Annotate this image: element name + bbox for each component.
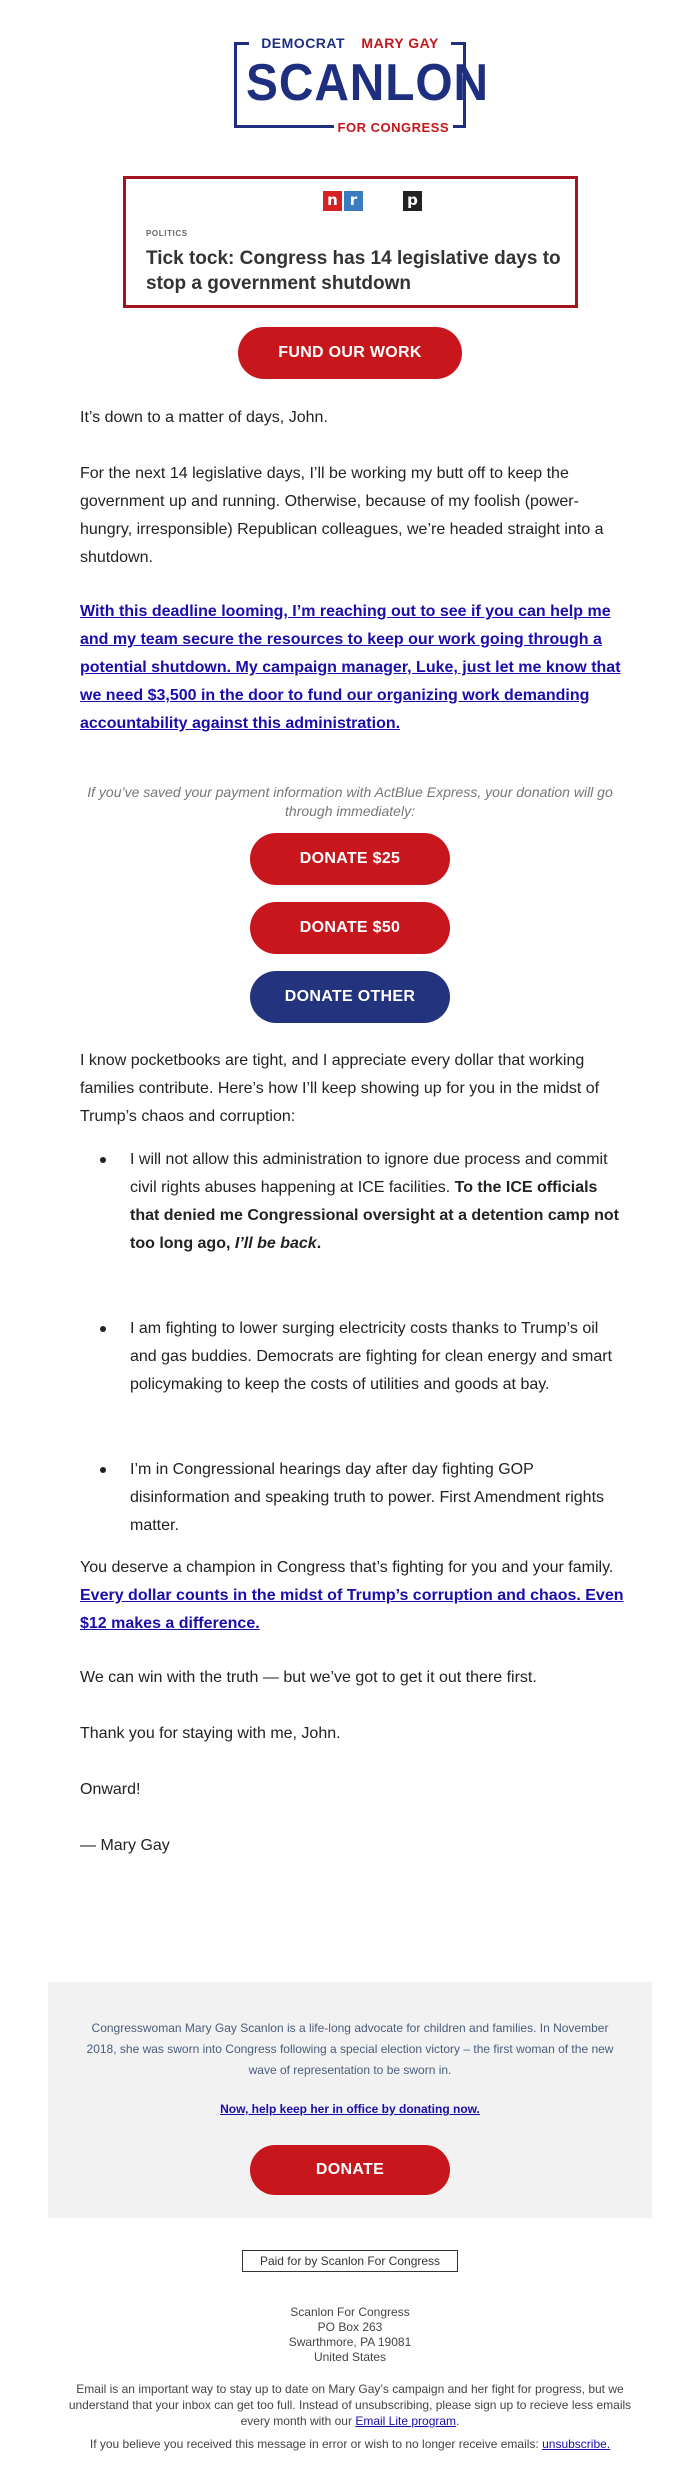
bullet-ice-text: I will not allow this administration to ignore due process and commit civil rights abuses happening at ICE facilities. <box>130 1151 608 1196</box>
donate-25-button[interactable]: DONATE $25 <box>250 833 450 885</box>
bullet-hearings-text: I’m in Congressional hearings day after day fighting GOP disinformation and speaking truth to power. First Amendment rights matter. <box>130 1461 605 1534</box>
logo-for-congress: FOR CONGRESS <box>334 120 453 135</box>
footer-cta-link[interactable]: Now, help keep her in office by donating now. <box>220 2102 480 2116</box>
pocketbooks-paragraph: I know pocketbooks are tight, and I appreciate every dollar that working families contribute. Here’s how I’ll keep showing up for you in the midst of Trump’s chaos and corruption: <box>80 1052 600 1125</box>
logo-mary-gay: MARY GAY <box>355 35 444 51</box>
bullet-electricity <box>100 1315 625 1399</box>
bullet-dot-icon <box>100 1326 106 1332</box>
news-card[interactable] <box>123 176 578 308</box>
bullet-ice-italic: I’ll be back <box>234 1235 317 1252</box>
email-lite-text: Email is an important way to stay up to date on Mary Gay’s campaign and her fight for progress, but we understand that your inbox can get too full. Instead of unsubscribing, please sign up to recieve less emails every month with our <box>68 2382 632 2428</box>
intro-paragraph: It’s down to a matter of days, John. <box>80 409 328 426</box>
shutdown-paragraph: For the next 14 legislative days, I’ll be working my butt off to keep the government up and running. Otherwise, because of my foolish (power-hungry, irresponsible) Republican colleagues, we’re headed straight into a shutdown. <box>80 465 604 566</box>
logo-name: SCANLON <box>246 54 490 112</box>
news-category: POLITICS <box>146 229 188 238</box>
every-dollar-link[interactable]: Every dollar counts in the midst of Trump’s corruption and chaos. Even $12 makes a difference. <box>80 1587 624 1632</box>
paid-for-box: Paid for by Scanlon For Congress <box>242 2250 458 2272</box>
signature: — Mary Gay <box>80 1837 170 1854</box>
logo-democrat: DEMOCRAT <box>255 35 351 51</box>
footer-bio-box <box>48 1982 652 2218</box>
actblue-express-note: If you’ve saved your payment information with ActBlue Express, your donation will go through immediately: <box>87 784 613 819</box>
news-headline[interactable]: Tick tock: Congress has 14 legislative days to stop a government shutdown <box>146 248 561 294</box>
thank-you-paragraph: Thank you for staying with me, John. <box>80 1725 341 1742</box>
donation-ask-link[interactable]: With this deadline looming, I’m reaching out to see if you can help me and my team secure the resources to keep our work going through a potential shutdown. My campaign manager, Luke, just let me know that we need $3,500 in the door to fund our organizing work demanding accountability against this administration. <box>80 603 621 732</box>
donate-other-button[interactable]: DONATE OTHER <box>250 971 450 1023</box>
champion-text: You deserve a champion in Congress that’s fighting for you and your family. <box>80 1559 614 1576</box>
bullet-dot-icon <box>100 1157 106 1163</box>
address-line: United States <box>313 2350 387 2364</box>
mailing-address <box>0 2305 700 2365</box>
bullet-ice <box>100 1146 625 1258</box>
unsubscribe-link[interactable]: unsubscribe. <box>542 2437 611 2451</box>
footer-donate-button[interactable]: DONATE <box>250 2145 450 2195</box>
truth-paragraph: We can win with the truth — but we’ve got to get it out there first. <box>80 1669 537 1686</box>
campaign-logo <box>0 35 700 135</box>
email-lite-end: . <box>456 2414 460 2428</box>
logo-top-line <box>237 35 463 53</box>
unsubscribe-text: If you believe you received this message in error or wish to no longer receive emails: <box>89 2437 539 2451</box>
npr-logo-icon: n p r <box>323 191 363 211</box>
footer-bio: Congresswoman Mary Gay Scanlon is a life-long advocate for children and families. In November 2018, she was sworn into Congress following a special election victory – the first woman of the new wave of representation to be sworn in. <box>86 2021 614 2077</box>
email-lite-link[interactable]: Email Lite program <box>355 2414 457 2428</box>
email-lite-note <box>55 2381 645 2429</box>
bullet-ice-end: . <box>316 1235 322 1252</box>
bullet-dot-icon <box>100 1467 106 1473</box>
address-line: Swarthmore, PA 19081 <box>288 2335 412 2349</box>
unsubscribe-note <box>55 2436 645 2452</box>
address-line: PO Box 263 <box>317 2320 383 2334</box>
bullet-electricity-text: I am fighting to lower surging electricity costs thanks to Trump’s oil and gas buddies. Democrats are fighting for clean energy and smart policymaking to keep the costs of utilities and goods at bay. <box>130 1320 613 1393</box>
champion-paragraph <box>80 1554 625 1638</box>
bullet-hearings <box>100 1456 625 1540</box>
fund-our-work-button[interactable]: FUND OUR WORK <box>238 327 462 379</box>
address-line: Scanlon For Congress <box>290 2305 410 2319</box>
donate-50-button[interactable]: DONATE $50 <box>250 902 450 954</box>
onward-paragraph: Onward! <box>80 1781 141 1798</box>
bullet-ice-bold: To the ICE officials that denied me Congressional oversight at a detention camp not too long ago, <box>130 1179 619 1252</box>
